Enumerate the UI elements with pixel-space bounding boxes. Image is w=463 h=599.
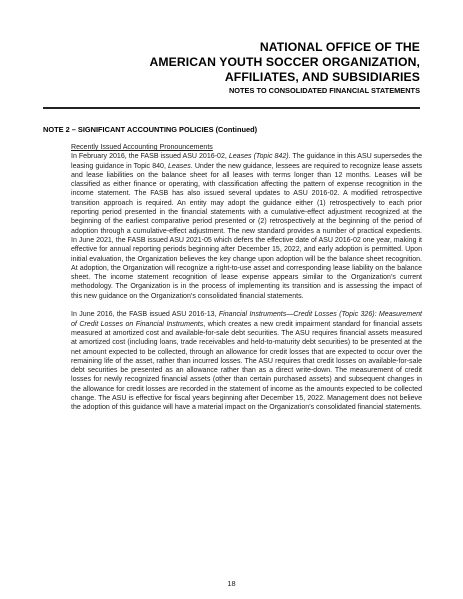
org-title-line-3: AFFILIATES, AND SUBSIDIARIES — [224, 70, 420, 84]
header-divider — [43, 107, 420, 109]
note-content — [71, 143, 422, 413]
para1-text-a: In February 2016, the FASB issued ASU 2016-02, — [71, 153, 229, 161]
org-title-line-1: NATIONAL OFFICE OF THE — [259, 40, 420, 54]
paragraph-credit-losses — [71, 310, 422, 412]
para2-italic-a: Financial Instruments—Credit Losses (Topic 326): Measurement of Credit Losses on Financial Instruments — [71, 311, 422, 328]
page-number: 18 — [227, 579, 236, 588]
paragraph-leases — [71, 152, 422, 301]
page-header — [150, 40, 421, 96]
document-subtitle: NOTES TO CONSOLIDATED FINANCIAL STATEMENTS — [228, 86, 420, 95]
para1-text-c: . Under the new guidance, lessees are required to recognize lease assets and lease liabilities on the balance sheet for all leases with terms longer than 12 months. Leases will be classified as either finance or operating, with classification affecting the pattern of expense recognition in the income statement. The FASB has also issued several updates to ASU 2016-02. A modified retrospective transition approach is required. An entity may adopt the guidance either (1) retrospectively to each prior reporting period presented in the financial statements with a cumulative-effect adjustment recognized at the beginning of the earliest comparative period presented or (2) retrospectively at the beginning of the period of adoption through a cumulative-effect adjustment. The new standard provides a number of practical expedients. In June 2021, the FASB issued ASU 2021-05 which defers the effective date of ASU 2016-02 one year, making it effective for annual reporting periods beginning after December 15, 2022, and early adoption is permitted. Upon initial evaluation, the Organization believes the key change upon adoption will be the balance sheet recognition. At adoption, the Organization will recognize a right-to-use asset and corresponding lease liability on the balance sheet. The income statement recognition of lease expense appears similar to the Organization’s current methodology. The Organization is in the process of implementing its transition and is assessing the impact of this new guidance on the Organization’s consolidated financial statements. — [71, 162, 422, 300]
para1-italic-b: Leases — [168, 162, 191, 170]
org-title-line-2: AMERICAN YOUTH SOCCER ORGANIZATION, — [149, 55, 420, 69]
para2-text-b: , which creates a new credit impairment standard for financial assets measured at amortized cost and available-for-sale debt securities. The ASU requires financial assets measured at amortized cost (including loans, trade receivables and held-to-maturity debt securities) to be presented at the net amount expected to be collected, through an allowance for credit losses that are expected to occur over the remaining life of the asset, rather than incurred losses. The ASU requires that credit losses on available-for-sale debt securities be presented as an allowance rather than as a direct write-down. The measurement of credit losses for newly recognized financial assets (other than certain purchased assets) and subsequent changes in the allowance for credit losses are recorded in the statement of income as the amounts expected to be collected change. The ASU is effective for fiscal years beginning after December 15, 2022. Management does not believe the adoption of this guidance will have a material impact on the Organization’s consolidated financial statements. — [71, 320, 422, 412]
para1-text-b: . The guidance in this ASU supersedes the leasing guidance in Topic 840, — [71, 153, 422, 170]
note-heading: NOTE 2 – SIGNIFICANT ACCOUNTING POLICIES (Continued) — [43, 125, 258, 134]
para1-italic-a: Leases (Topic 842) — [228, 153, 289, 161]
section-subheading: Recently Issued Accounting Pronouncements — [71, 144, 213, 151]
para2-text-a: In June 2016, the FASB issued ASU 2016-13, — [71, 311, 219, 319]
